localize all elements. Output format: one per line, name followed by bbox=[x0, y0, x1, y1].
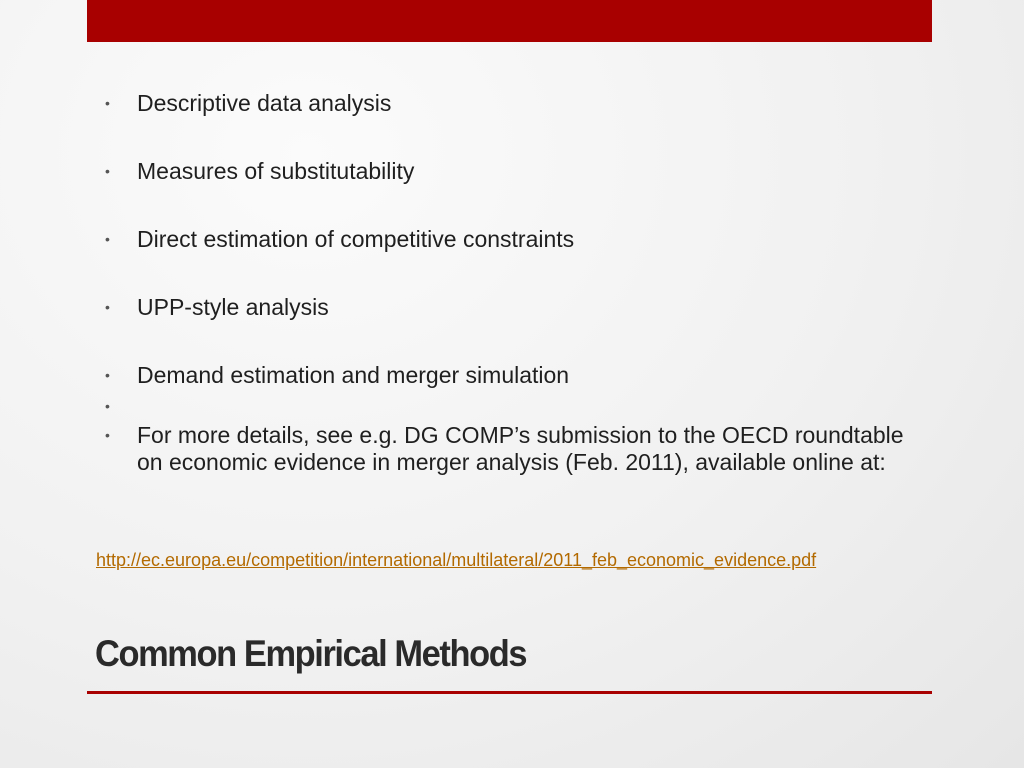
top-accent-bar bbox=[87, 0, 932, 42]
bullet-marker: • bbox=[105, 299, 110, 315]
bullet-item bbox=[105, 422, 925, 476]
bullet-item bbox=[105, 362, 925, 389]
bullet-item bbox=[105, 90, 925, 117]
title-underline-rule bbox=[87, 691, 932, 694]
bullet-text: UPP-style analysis bbox=[137, 294, 329, 320]
bullet-text: Direct estimation of competitive constraints bbox=[137, 226, 575, 252]
bullet-marker: • bbox=[105, 163, 110, 179]
bullet-item bbox=[105, 226, 925, 253]
bullet-item bbox=[105, 294, 925, 321]
bullet-marker: • bbox=[105, 231, 110, 247]
bullet-marker: • bbox=[105, 367, 110, 383]
oecd-submission-link[interactable]: http://ec.europa.eu/competition/international/multilateral/2011_feb_economic_evidence.pdf bbox=[96, 550, 817, 570]
bullet-marker: • bbox=[105, 427, 110, 443]
bullet-text: Demand estimation and merger simulation bbox=[137, 362, 570, 388]
bullet-item bbox=[105, 158, 925, 185]
bullet-item-empty bbox=[105, 393, 925, 420]
bullet-text: Measures of substitutability bbox=[137, 158, 415, 184]
bullet-text: Descriptive data analysis bbox=[137, 90, 392, 116]
bullet-text: For more details, see e.g. DG COMP’s submission to the OECD roundtable on economic evidence in merger analysis (Feb. 2011), available online at: bbox=[137, 422, 904, 475]
bullet-list bbox=[105, 88, 925, 476]
bullet-marker: • bbox=[105, 398, 110, 414]
slide-title: Common Empirical Methods bbox=[95, 633, 527, 674]
bullet-marker: • bbox=[105, 95, 110, 111]
